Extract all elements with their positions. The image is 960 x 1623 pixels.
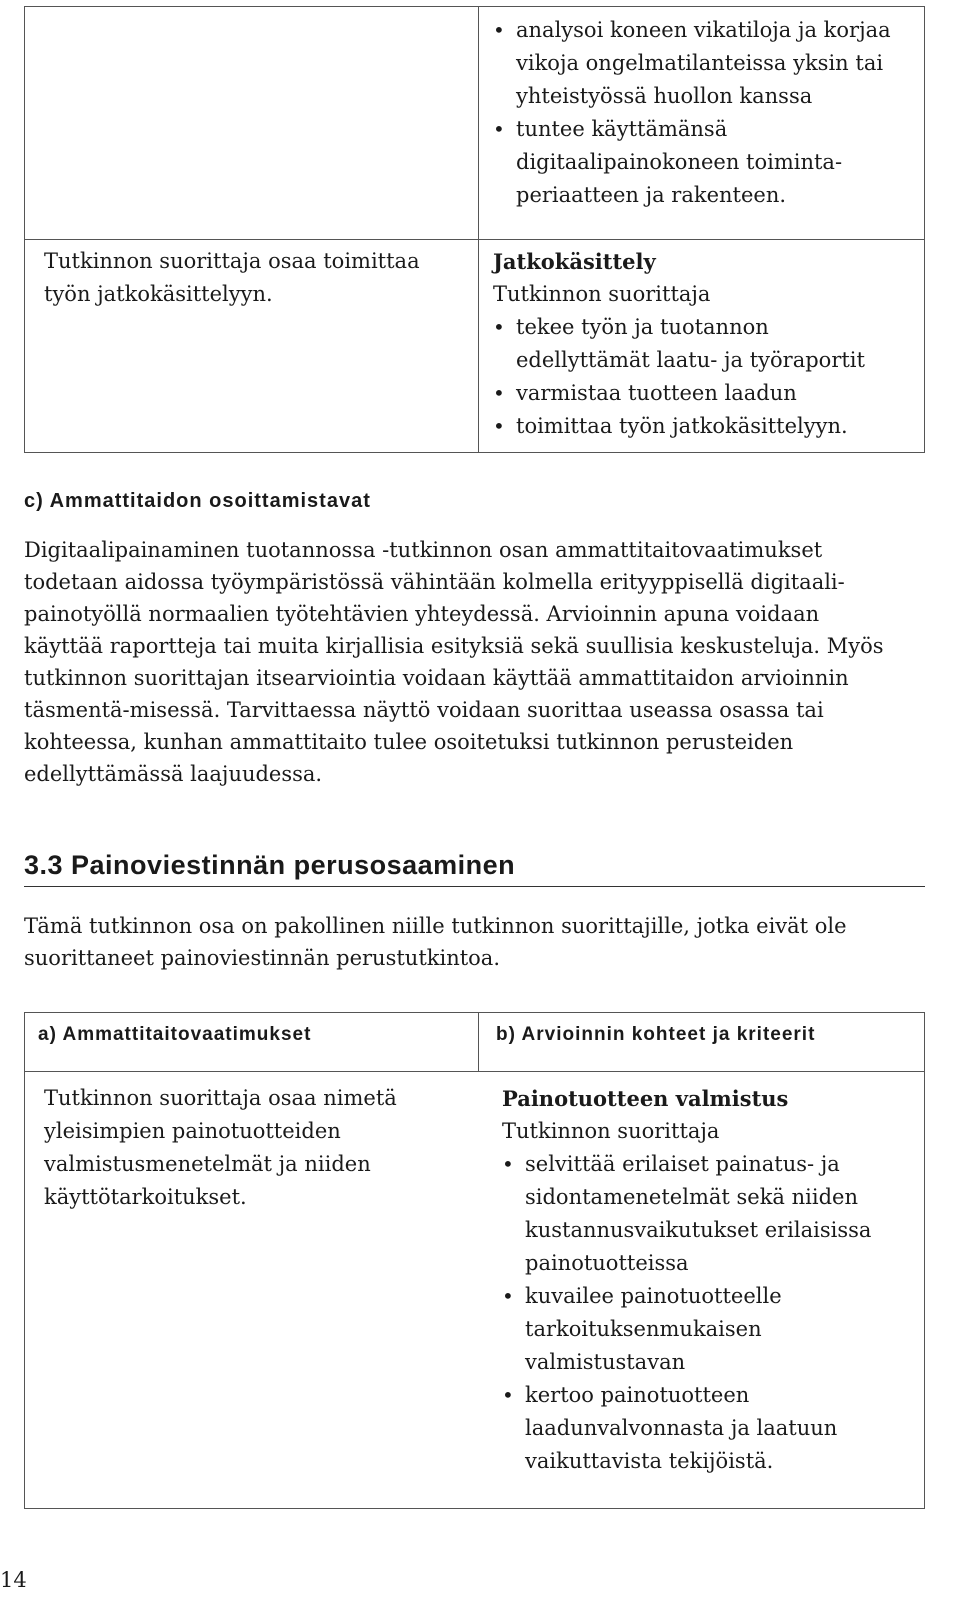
top-row1-right-cell bbox=[493, 14, 903, 212]
list-item: • tuntee käyttämänsä digitaalipainokoneen toiminta-periaatteen ja rakenteen. bbox=[493, 113, 903, 212]
intro-text: Tutkinnon suorittaja bbox=[493, 282, 711, 306]
list-item: • toimittaa työn jatkokäsittelyyn. bbox=[493, 410, 903, 443]
list-item: • varmistaa tuotteen laadun bbox=[493, 377, 903, 410]
top-row2-right-cell bbox=[493, 245, 903, 443]
section-33-heading: 3.3 Painoviestinnän perusosaaminen bbox=[24, 850, 516, 880]
intro-text: Tutkinnon suorittaja bbox=[502, 1119, 720, 1143]
bullet-list bbox=[493, 14, 903, 212]
bullet-list bbox=[502, 1148, 882, 1478]
subsection-title: Jatkokäsittely bbox=[493, 249, 656, 274]
list-item: • tekee työn ja tuotannon edellyttämät laatu- ja työraportit bbox=[493, 311, 903, 377]
heading-rule bbox=[24, 886, 925, 887]
column-divider bbox=[478, 7, 479, 452]
list-item: • kertoo painotuotteen laadunvalvonnasta ja laatuun vaikuttavista tekijöistä. bbox=[502, 1379, 882, 1478]
section-c-heading: c) Ammattitaidon osoittamistavat bbox=[24, 490, 371, 512]
column-a-header: a) Ammattitaitovaatimukset bbox=[38, 1024, 312, 1045]
page-number: 14 bbox=[0, 1568, 27, 1592]
bullet-list bbox=[493, 311, 903, 443]
section-c-paragraph: Digitaalipainaminen tuotannossa -tutkinnon osan ammattitaitovaatimukset todetaan aidossa työympäristössä vähintään kolmella erityyppisellä digitaali-painotyöllä normaalien työtehtävien yhteydessä. Arvioinnin apuna voidaan käyttää raportteja tai muita kirjallisia esityksiä sekä suullisia keskusteluja. Myös tutkinnon suorittajan itsearviointia voidaan käyttää ammattitaidon arvioinnin täsmentä-misessä. Tarvittaessa näyttö voidaan suorittaa useassa osassa tai kohteessa, kunhan ammattitaito tulee osoitetuksi tutkinnon perusteiden edellyttämässä laajuudessa. bbox=[24, 538, 884, 786]
list-item: • kuvailee painotuotteelle tarkoituksenmukaisen valmistustavan bbox=[502, 1280, 882, 1379]
column-divider bbox=[478, 1013, 479, 1071]
list-item: • analysoi koneen vikatiloja ja korjaa vikoja ongelmatilanteissa yksin tai yhteistyössä huollon kanssa bbox=[493, 14, 903, 113]
header-divider bbox=[25, 1071, 924, 1072]
bottom-right-cell bbox=[502, 1082, 882, 1478]
top-row2-left-cell: Tutkinnon suorittaja osaa toimittaa työn jatkokäsittelyyn. bbox=[44, 249, 420, 306]
list-item: • selvittää erilaiset painatus- ja sidontamenetelmät sekä niiden kustannusvaikutukset erilaisissa painotuotteissa bbox=[502, 1148, 882, 1280]
bottom-left-cell: Tutkinnon suorittaja osaa nimetä yleisimpien painotuotteiden valmistusmenetelmät ja niiden käyttötarkoitukset. bbox=[44, 1086, 397, 1209]
section-33-paragraph: Tämä tutkinnon osa on pakollinen niille tutkinnon suorittajille, jotka eivät ole suorittaneet painoviestinnän perustutkintoa. bbox=[24, 914, 847, 970]
row-divider bbox=[25, 239, 924, 240]
column-b-header: b) Arvioinnin kohteet ja kriteerit bbox=[496, 1024, 816, 1045]
subsection-title: Painotuotteen valmistus bbox=[502, 1086, 789, 1111]
